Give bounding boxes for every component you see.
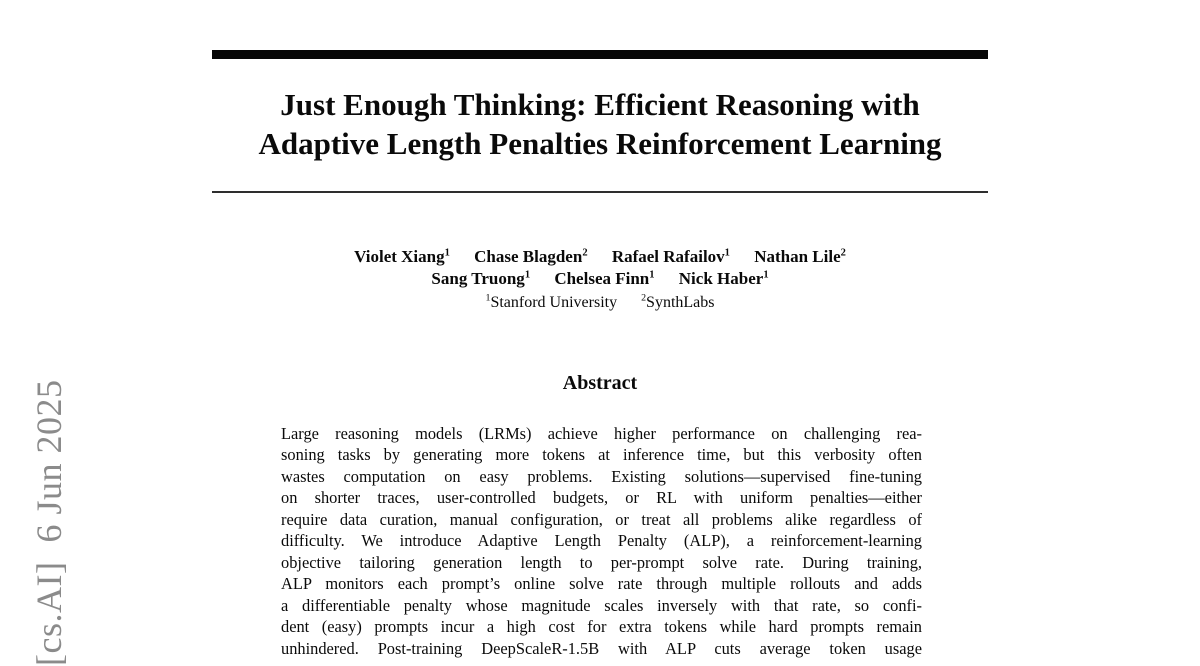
author-nathan-lile	[754, 247, 846, 266]
author-row-2	[212, 268, 988, 290]
author-affil-sup: 2	[840, 247, 846, 259]
author-affil-sup: 2	[582, 247, 588, 259]
title-line-1: Just Enough Thinking: Efficient Reasoning with	[280, 87, 920, 122]
author-chase-blagden	[474, 247, 587, 266]
affil-sup: 2	[641, 292, 647, 304]
paper-title	[212, 85, 988, 163]
abstract-line: Large reasoning models (LRMs) achieve higher performance on challenging rea-	[281, 424, 922, 443]
author-nick-haber	[679, 269, 769, 288]
author-affil-sup: 1	[763, 269, 769, 281]
author-row-1	[212, 246, 988, 268]
affiliation-stanford	[485, 294, 617, 311]
author-name: Chase Blagden	[474, 247, 583, 266]
abstract-line: objective tailoring generation length to per-prompt solve rate. During training,	[281, 552, 922, 572]
affiliation-synthlabs	[641, 294, 714, 311]
author-name: Violet Xiang	[354, 247, 445, 266]
affiliation-row	[212, 292, 988, 314]
abstract-heading: Abstract	[562, 372, 638, 394]
author-name: Sang Truong	[431, 269, 525, 288]
abstract-line: a differentiable penalty whose magnitude scales inversely with that rate, so confi-	[281, 595, 922, 615]
author-violet-xiang	[354, 247, 450, 266]
author-name: Nick Haber	[678, 269, 764, 288]
author-block	[212, 246, 988, 314]
author-chelsea-finn	[554, 269, 654, 288]
abstract-line: wastes computation on easy problems. Existing solutions—supervised fine-tuning	[281, 466, 922, 486]
author-affil-sup: 1	[524, 269, 531, 281]
author-name: Chelsea Finn	[554, 269, 650, 288]
author-name: Nathan Lile	[754, 247, 841, 266]
abstract-line: unhindered. Post-training DeepScaleR-1.5B with ALP cuts average token usage	[281, 638, 922, 658]
abstract-line: require data curation, manual configuration, or treat all problems alike regardless of	[281, 509, 922, 529]
abstract-line: difficulty. We introduce Adaptive Length Penalty (ALP), a reinforcement-learning	[281, 531, 922, 551]
author-name: Rafael Rafailov	[611, 247, 725, 266]
abstract-line: dent (easy) prompts incur a high cost for extra tokens while hard prompts remain	[281, 617, 922, 637]
abstract-line: soning tasks by generating more tokens at inference time, but this verbosity often	[281, 445, 922, 465]
title-rule-top	[212, 50, 988, 59]
author-rafael-rafailov	[612, 247, 730, 266]
affil-name: Stanford University	[490, 294, 618, 311]
author-sang-truong	[431, 269, 530, 288]
author-affil-sup: 1	[724, 247, 730, 259]
affil-name: SynthLabs	[646, 294, 715, 311]
abstract-line: on shorter traces, user-controlled budgets, or RL with uniform penalties—either	[281, 488, 922, 508]
author-affil-sup: 1	[649, 269, 655, 281]
author-affil-sup: 1	[444, 247, 450, 259]
affil-sup: 1	[485, 292, 491, 304]
title-line-2: Adaptive Length Penalties Reinforcement Learning	[258, 126, 942, 161]
arxiv-stamp: [cs.AI] 6 Jun 2025	[29, 379, 69, 666]
title-rule-bottom	[212, 191, 988, 193]
abstract-body	[281, 423, 922, 659]
abstract-line: ALP monitors each prompt’s online solve rate through multiple rollouts and adds	[281, 574, 922, 594]
